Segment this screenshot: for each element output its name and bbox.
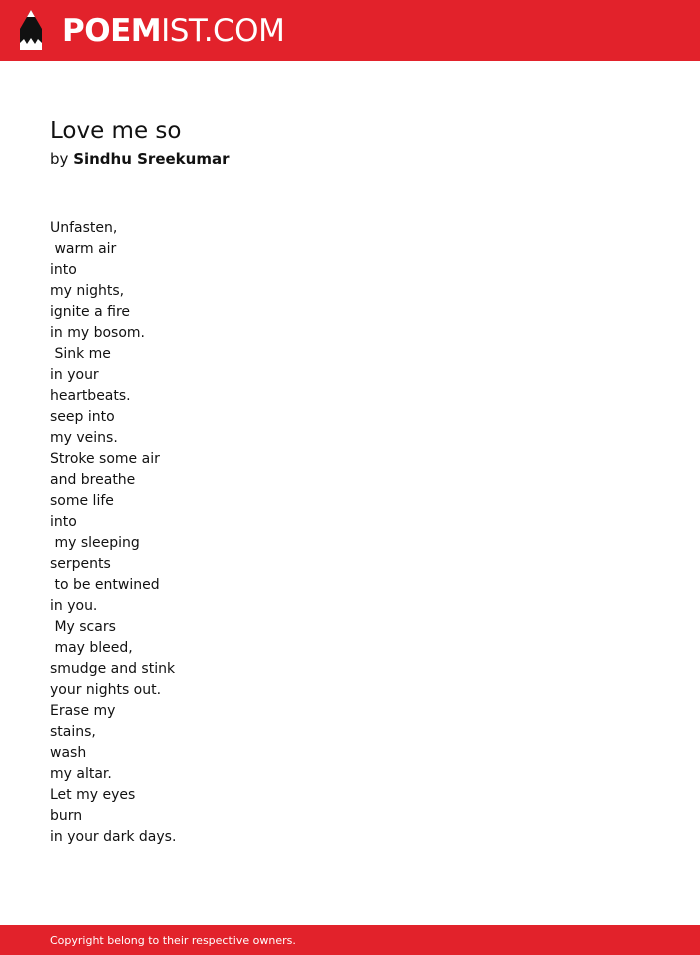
poem-line: into xyxy=(50,262,77,278)
copyright-notice: Copyright belong to their respective owners. xyxy=(50,934,296,947)
poem-line: burn xyxy=(50,808,83,824)
logo-brand-light: IST.COM xyxy=(161,13,285,49)
poem-line: Erase my xyxy=(50,703,116,719)
poem-line: serpents xyxy=(50,556,111,572)
poem-line: to be entwined xyxy=(50,577,160,593)
poem-line: my veins. xyxy=(50,430,118,446)
poem-line: in my bosom. xyxy=(50,325,145,341)
logo-brand-bold: POEM xyxy=(62,13,162,49)
poem-byline xyxy=(50,149,229,169)
poem-line: smudge and stink xyxy=(50,661,176,677)
poem-line: my sleeping xyxy=(50,535,140,551)
poem-line: Let my eyes xyxy=(50,787,136,803)
poem-line: my nights, xyxy=(50,283,125,299)
poem-line: into xyxy=(50,514,77,530)
poem-line: heartbeats. xyxy=(50,388,131,404)
poem-body xyxy=(50,218,176,848)
by-label: by xyxy=(50,150,69,168)
poem-line: stains, xyxy=(50,724,96,740)
site-footer xyxy=(0,925,700,955)
pencil-tip-icon xyxy=(18,9,44,51)
poem-title: Love me so xyxy=(50,118,182,144)
poem-line: your nights out. xyxy=(50,682,162,698)
site-logo[interactable] xyxy=(62,11,284,51)
poem-line: Sink me xyxy=(50,346,111,362)
poem-line: my altar. xyxy=(50,766,112,782)
poem-author: Sindhu Sreekumar xyxy=(73,150,230,168)
site-header xyxy=(0,0,700,61)
poem-line: Unfasten, xyxy=(50,220,118,236)
poem-line: Stroke some air xyxy=(50,451,160,467)
poem-line: wash xyxy=(50,745,87,761)
poem-line: in your xyxy=(50,367,99,383)
poem-line: may bleed, xyxy=(50,640,133,656)
poem-line: ignite a fire xyxy=(50,304,131,320)
poem-line: warm air xyxy=(50,241,117,257)
poem-line: in you. xyxy=(50,598,98,614)
poem-line: in your dark days. xyxy=(50,829,177,845)
poem-line: My scars xyxy=(50,619,116,635)
poem-line: seep into xyxy=(50,409,115,425)
poem-line: some life xyxy=(50,493,114,509)
poem-line: and breathe xyxy=(50,472,136,488)
